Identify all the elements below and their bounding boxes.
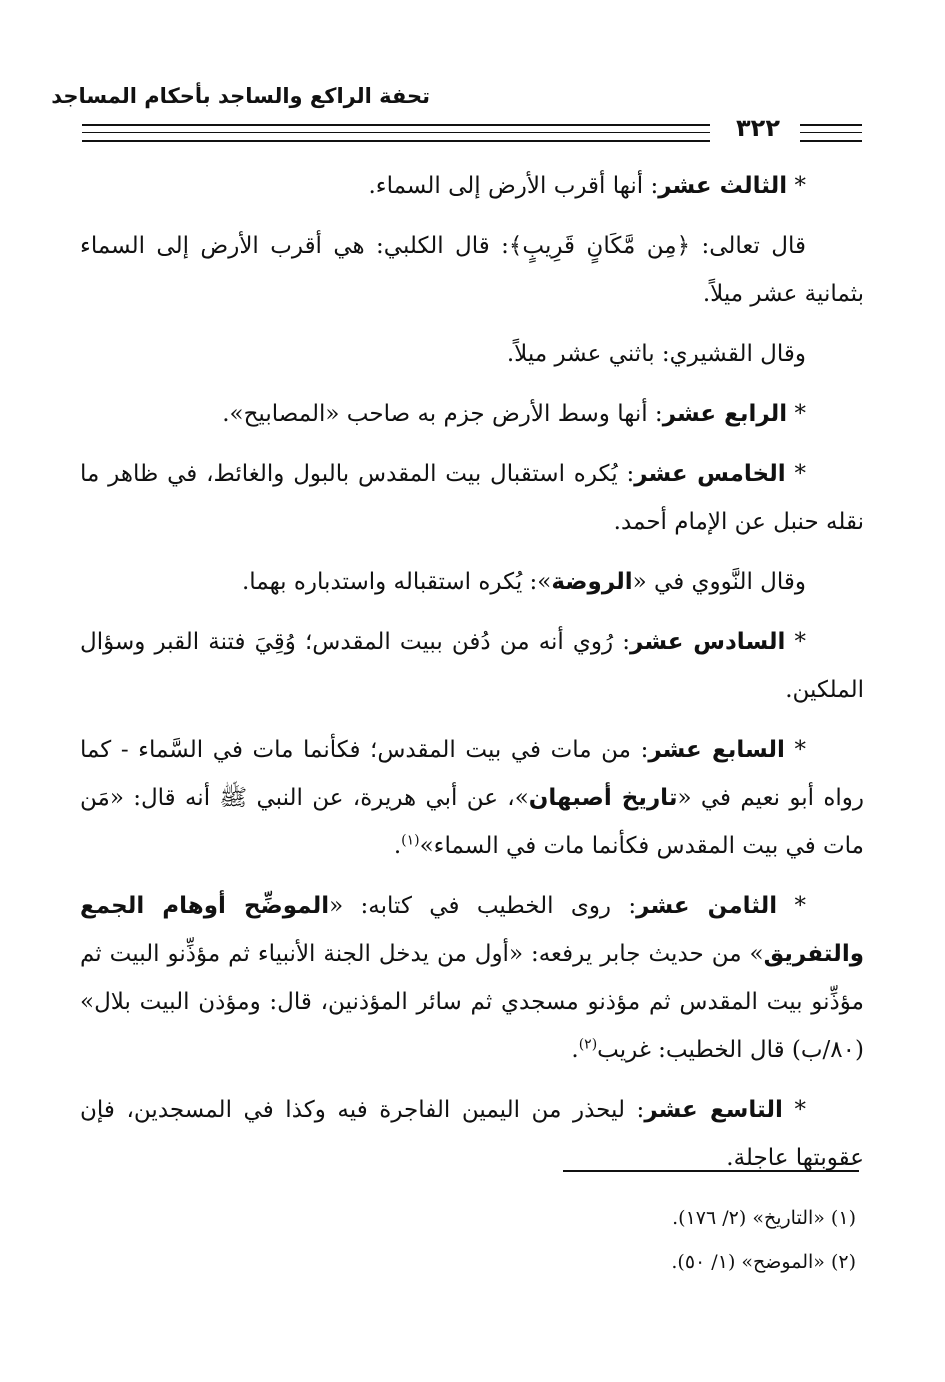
- paragraph-15: [80, 450, 864, 546]
- item-heading: الرابع عشر: [662, 401, 788, 427]
- paragraph-text: : رُوي أنه من دُفن ببيت المقدس؛ وُقِيَ فتنة القبر وسؤال الملكين.: [80, 629, 864, 703]
- book-title: الروضة: [551, 569, 633, 595]
- paragraph-text: : أنها أقرب الأرض إلى السماء.: [368, 173, 659, 199]
- footnote-reference[interactable]: (١): [401, 832, 420, 849]
- paragraph-nawawi: [80, 558, 864, 606]
- paragraph-text: : روى الخطيب في كتابه: «: [329, 893, 637, 919]
- header-rule: [82, 124, 710, 126]
- paragraph-end: .: [571, 1037, 579, 1063]
- item-heading: الثامن عشر: [636, 893, 778, 919]
- paragraph-text: »: يُكره استقباله واستدباره بهما.: [241, 569, 552, 595]
- paragraph-text: وقال القشيري: باثني عشر ميلاً.: [506, 341, 806, 367]
- footnote-reference[interactable]: (٢): [578, 1036, 598, 1053]
- paragraph-text: : ليحذر من اليمين الفاجرة فيه وكذا في المسجدين، فإن عقوبتها عاجلة.: [80, 1097, 864, 1171]
- paragraph-text: » من حديث جابر يرفعه: «أول من يدخل الجنة الأنبياء ثم مؤذِّنو البيت ثم مؤذِّنو بيت المقدس ثم مؤذنو مسجدي ثم سائر المؤذنين، قال: ومؤذن البيت بلال» (٨٠/ب) قال الخطيب: غريب: [80, 941, 864, 1063]
- bullet-mark: *: [777, 893, 806, 919]
- item-heading: السابع عشر: [648, 737, 785, 763]
- paragraph-text: قال تعالى: ﴿مِن مَّكَانٍ قَرِيبٍ﴾: قال الكلبي: هي أقرب الأرض إلى السماء بثمانية عشر ميلاً.: [80, 233, 864, 307]
- paragraph-16: [80, 618, 864, 714]
- paragraph-end: .: [393, 833, 402, 859]
- paragraph-text: : من مات في بيت المقدس؛ فكأنما مات في السَّماء - كما رواه أبو نعيم في «: [80, 737, 864, 811]
- header-rule: [82, 140, 710, 142]
- main-text: [80, 162, 864, 1194]
- bullet-mark: *: [785, 461, 806, 487]
- paragraph-17: [80, 726, 864, 870]
- footnote-separator: [563, 1170, 859, 1172]
- header-rule: [800, 132, 862, 133]
- paragraph-14: [80, 390, 864, 438]
- page-number: ٣٢٢: [736, 114, 780, 142]
- paragraph-text: : يُكره استقبال بيت المقدس بالبول والغائط، في ظاهر ما نقله حنبل عن الإمام أحمد.: [80, 461, 864, 535]
- book-title: الموضِّح أوهام الجمع والتفريق: [80, 893, 864, 967]
- bullet-mark: *: [782, 1097, 807, 1123]
- footnote-1: (١) «التاريخ» (٢/ ١٧٦).: [672, 1207, 856, 1229]
- paragraph-text: : أنها وسط الأرض جزم به صاحب «المصابيح».: [222, 401, 663, 427]
- item-heading: الثالث عشر: [658, 173, 788, 199]
- header-rule: [82, 132, 710, 133]
- footnote-2: (٢) «الموضح» (١/ ٥٠).: [671, 1251, 856, 1273]
- item-heading: السادس عشر: [630, 629, 786, 655]
- header-rule: [800, 124, 862, 126]
- item-heading: الخامس عشر: [634, 461, 786, 487]
- paragraph-quran: [80, 222, 864, 318]
- paragraph-text: »، عن أبي هريرة، عن النبي ﷺ أنه قال: «مَن مات في بيت المقدس فكأنما مات في السماء»: [80, 785, 864, 859]
- book-title: تاريخ أصبهان: [528, 785, 678, 811]
- footnotes: [80, 1196, 856, 1284]
- bullet-mark: *: [787, 401, 806, 427]
- paragraph-qushayri: [80, 330, 864, 378]
- paragraph-19: [80, 1086, 864, 1182]
- bullet-mark: *: [784, 737, 807, 763]
- paragraph-text: وقال النَّووي في «: [632, 569, 806, 595]
- header-rule: [800, 140, 862, 142]
- paragraph-18: [80, 882, 864, 1074]
- bullet-mark: *: [787, 173, 806, 199]
- item-heading: التاسع عشر: [644, 1097, 783, 1123]
- paragraph-13: [80, 162, 864, 210]
- bullet-mark: *: [785, 629, 806, 655]
- running-title: تحفة الراكع والساجد بأحكام المساجد: [51, 84, 430, 108]
